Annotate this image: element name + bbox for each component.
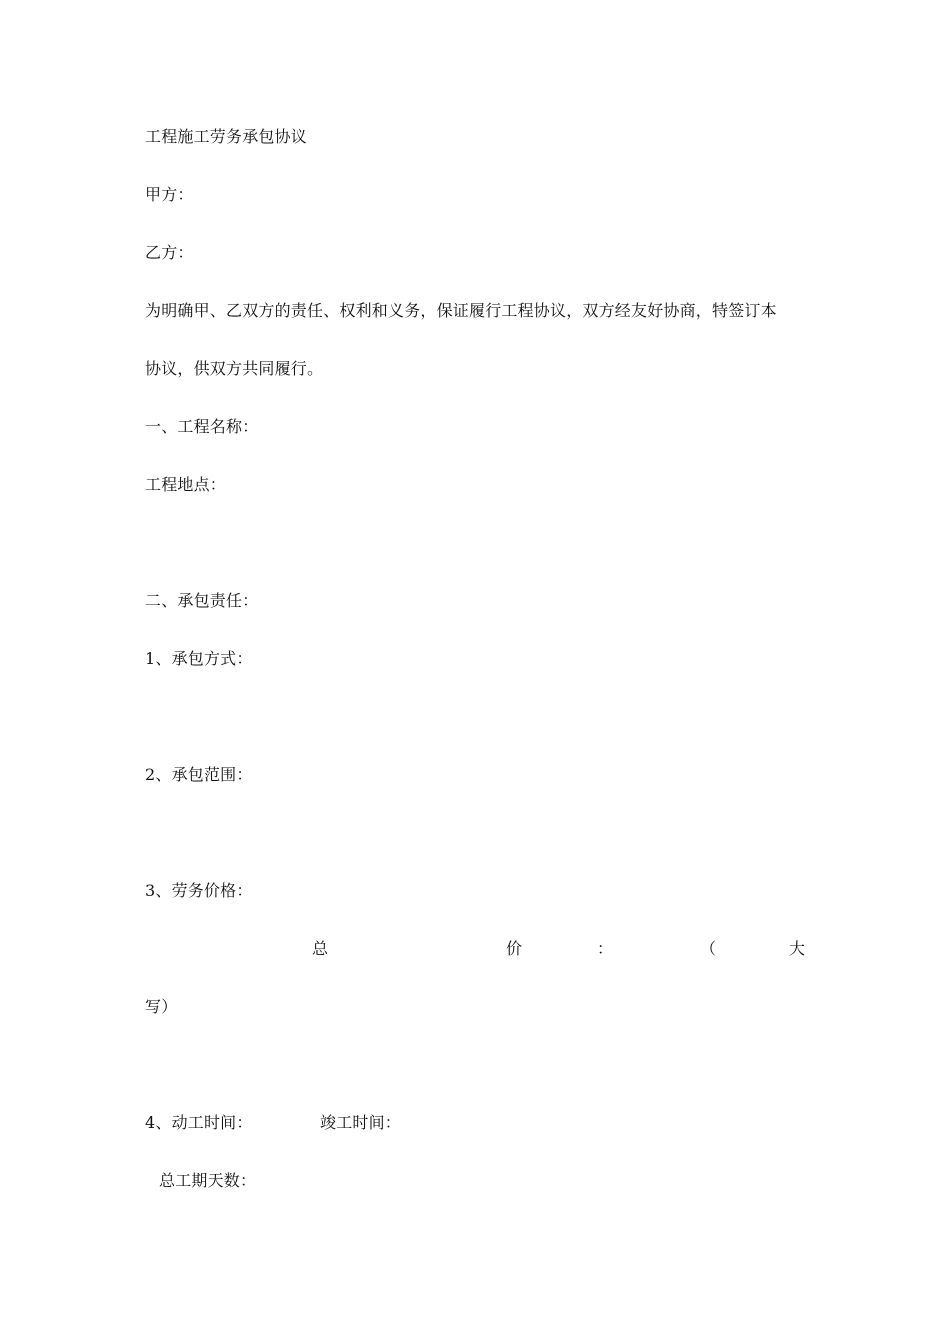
item-4-start-time: 4、动工时间：	[145, 1113, 253, 1132]
item-2-contract-scope: 2、承包范围：	[145, 765, 253, 784]
total-price-colon: ：	[597, 939, 614, 958]
intro-paragraph-line-1: 为明确甲、乙双方的责任、权利和义务，保证履行工程协议，双方经友好协商，特签订本	[145, 301, 777, 320]
total-days-label: 总工期天数：	[159, 1171, 257, 1190]
section-2-heading: 二、承包责任：	[145, 591, 259, 610]
project-location-label: 工程地点：	[145, 475, 227, 494]
total-price-char-2: 价	[506, 939, 523, 958]
total-price-line	[145, 939, 805, 959]
item-3-labor-price: 3、劳务价格：	[145, 881, 253, 900]
party-a-label: 甲方：	[145, 185, 194, 204]
party-b-label: 乙方：	[145, 243, 194, 262]
section-1-heading: 一、工程名称：	[145, 417, 259, 436]
item-1-contract-method: 1、承包方式：	[145, 649, 253, 668]
total-price-continuation: 写）	[145, 997, 178, 1016]
total-price-paren: （	[700, 939, 717, 958]
total-price-char-1: 总	[312, 939, 329, 958]
total-price-char-3: 大	[789, 939, 806, 958]
intro-paragraph-line-2: 协议，供双方共同履行。	[145, 359, 324, 378]
item-4-completion-time: 竣工时间：	[320, 1113, 402, 1132]
document-title: 工程施工劳务承包协议	[145, 127, 308, 146]
